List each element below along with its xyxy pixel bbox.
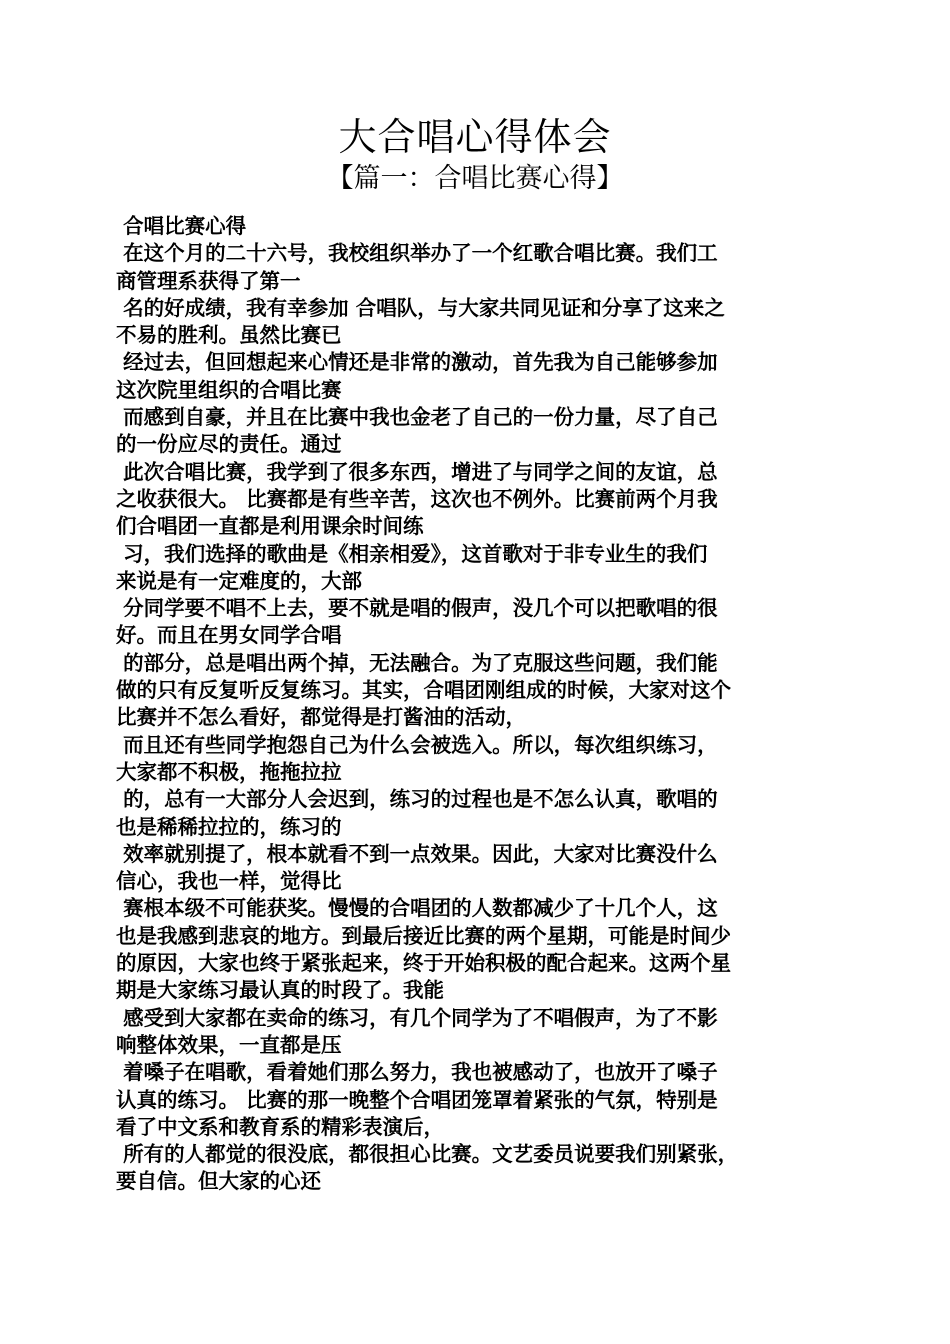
document-body [116, 213, 838, 1196]
text-line: 不易的胜利。虽然比赛已 [116, 323, 342, 348]
text-line: 们合唱团一直都是利用课余时间练 [116, 514, 424, 539]
text-line: 着嗓子在唱歌，看着她们那么努力，我也被感动了，也放开了嗓子 [116, 1060, 718, 1085]
text-line: 名的好成绩，我有幸参加 合唱队，与大家共同见证和分享了这来之 [116, 295, 725, 320]
text-line: 的部分，总是唱出两个掉，无法融合。为了克服这些问题，我们能 [116, 650, 718, 675]
text-line: 此次合唱比赛，我学到了很多东西，增进了与同学之间的友谊，总 [116, 459, 718, 484]
text-line: 比赛并不怎么看好，都觉得是打酱油的活动， [116, 705, 526, 730]
text-line: 做的只有反复听反复练习。其实，合唱团刚组成的时候，大家对这个 [116, 678, 731, 703]
text-line: 来说是有一定难度的，大部 [116, 568, 362, 593]
text-line: 响整体效果，一直都是压 [116, 1032, 342, 1057]
text-line: 好。而且在男女同学合唱 [116, 623, 342, 648]
text-line: 合唱比赛心得 [116, 214, 247, 238]
document-subtitle: 【篇一：合唱比赛心得】 [326, 163, 624, 194]
text-line: 大家都不积极，拖拖拉拉 [116, 759, 342, 784]
text-line: 的原因，大家也终于紧张起来，终于开始积极的配合起来。这两个星 [116, 951, 731, 976]
text-line: 商管理系获得了第一 [116, 268, 301, 293]
text-line: 的，总有一大部分人会迟到，练习的过程也是不怎么认真，歌唱的 [116, 787, 718, 812]
text-line: 习，我们选择的歌曲是《相亲相爱》，这首歌对于非专业生的我们 [116, 541, 708, 566]
text-line: 也是我感到悲哀的地方。到最后接近比赛的两个星期，可能是时间少 [116, 923, 731, 948]
text-line: 感受到大家都在卖命的练习，有几个同学为了不唱假声，为了不影 [116, 1005, 718, 1030]
text-line: 赛根本级不可能获奖。慢慢的合唱团的人数都减少了十几个人，这 [116, 896, 718, 921]
text-line: 而感到自豪，并且在比赛中我也金老了自己的一份力量，尽了自己 [116, 405, 718, 430]
text-line: 看了中文系和教育系的精彩表演后， [116, 1114, 444, 1139]
text-line: 也是稀稀拉拉的，练习的 [116, 814, 342, 839]
text-line: 期是大家练习最认真的时段了。我能 [116, 978, 444, 1003]
document-title: 大合唱心得体会 [338, 115, 612, 159]
text-line: 的一份应尽的责任。通过 [116, 432, 342, 457]
text-line: 分同学要不唱不上去，要不就是唱的假声，没几个可以把歌唱的很 [116, 596, 718, 621]
text-line: 而且还有些同学抱怨自己为什么会被选入。所以，每次组织练习， [116, 732, 718, 757]
text-line: 要自信。但大家的心还 [116, 1169, 321, 1194]
text-line: 认真的练习。 比赛的那一晚整个合唱团笼罩着紧张的气氛，特别是 [116, 1087, 718, 1112]
text-line: 经过去，但回想起来心情还是非常的激动，首先我为自己能够参加 [116, 350, 718, 375]
text-line: 信心，我也一样，觉得比 [116, 869, 342, 894]
text-line: 效率就别提了，根本就看不到一点效果。因此，大家对比赛没什么 [116, 841, 718, 866]
text-line: 所有的人都觉的很没底，都很担心比赛。文艺委员说要我们别紧张， [116, 1142, 739, 1167]
text-line: 这次院里组织的合唱比赛 [116, 377, 342, 402]
text-line: 之收获很大。 比赛都是有些辛苦，这次也不例外。比赛前两个月我 [116, 486, 718, 511]
text-line: 在这个月的二十六号，我校组织举办了一个红歌合唱比赛。我们工 [116, 241, 718, 266]
